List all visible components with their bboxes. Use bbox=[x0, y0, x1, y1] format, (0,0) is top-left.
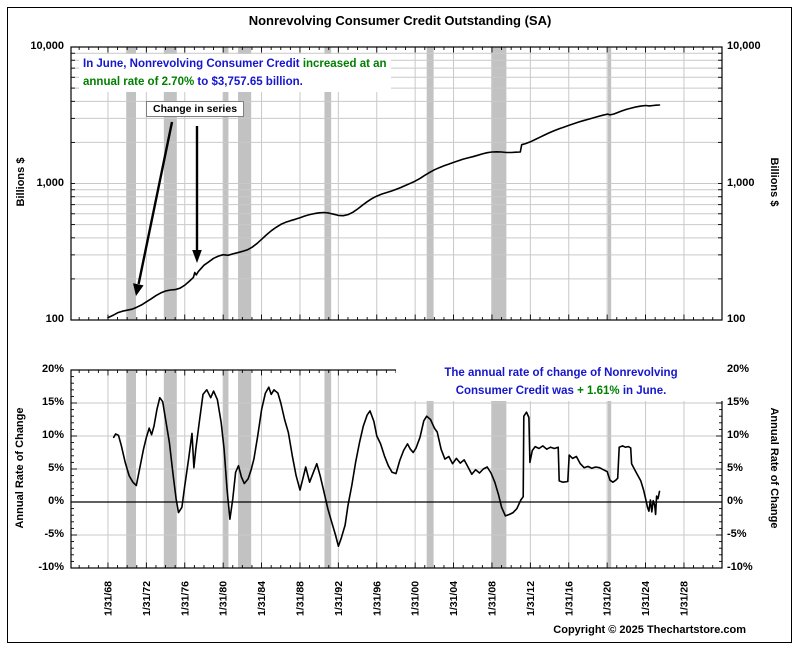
bottom-y-tick-label: 5% bbox=[48, 462, 64, 474]
x-tick-label: 1/31/92 bbox=[332, 580, 345, 616]
callout-arrow-2-head bbox=[192, 250, 202, 263]
annotation-segment: in June. bbox=[619, 385, 667, 397]
chart-title: Nonrevolving Consumer Credit Outstanding (SA) bbox=[248, 13, 552, 28]
top-y-tick-label: 1,000 bbox=[727, 176, 755, 189]
bottom-y-tick-label: 15% bbox=[727, 396, 750, 408]
top-axis-title-right: Billions $ bbox=[768, 157, 780, 207]
x-tick-label: 1/31/12 bbox=[524, 580, 537, 616]
bottom-y-tick-label: -10% bbox=[727, 561, 753, 573]
bottom-y-tick-label: 10% bbox=[727, 429, 750, 441]
top-y-tick-label: 100 bbox=[45, 313, 64, 325]
x-tick-label: 1/31/80 bbox=[217, 580, 230, 616]
annotation-line bbox=[83, 73, 387, 91]
rate-of-change-line bbox=[114, 387, 660, 546]
bottom-axis-title-left: Annual Rate of Change bbox=[14, 407, 26, 529]
change-in-series-callout: Change in series bbox=[146, 101, 244, 117]
x-tick-label: 1/31/16 bbox=[563, 580, 576, 616]
x-tick-label: 1/31/96 bbox=[371, 580, 384, 616]
bottom-y-tick-label: 0% bbox=[727, 495, 743, 507]
bottom-y-tick-label: 5% bbox=[727, 462, 743, 474]
annotation-line bbox=[83, 55, 387, 73]
annotation-segment: to $3,757.65 billion. bbox=[197, 76, 303, 88]
bottom-y-tick-label: -5% bbox=[44, 528, 64, 540]
x-tick-label: 1/31/04 bbox=[448, 580, 461, 616]
x-tick-label: 1/31/72 bbox=[140, 580, 153, 616]
bottom-axis-title-right: Annual Rate of Change bbox=[768, 407, 780, 529]
top-y-tick-label: 1,000 bbox=[36, 176, 64, 189]
x-tick-label: 1/31/76 bbox=[179, 580, 192, 616]
annotation-segment: + 1.61% bbox=[577, 385, 620, 397]
x-tick-label: 1/31/00 bbox=[409, 580, 422, 616]
annotation-segment: The annual rate of change of Nonrevolving bbox=[444, 367, 678, 379]
top-axis-title-left: Billions $ bbox=[15, 157, 27, 207]
bottom-y-tick-label: -10% bbox=[38, 561, 64, 573]
x-tick-label: 1/31/24 bbox=[640, 580, 653, 616]
annotation-segment: increased at an bbox=[302, 58, 387, 70]
bottom-y-tick-label: -5% bbox=[727, 528, 747, 540]
bottom-y-tick-label: 15% bbox=[41, 396, 64, 408]
top-annotation bbox=[79, 54, 391, 92]
bottom-y-tick-label: 0% bbox=[48, 495, 64, 507]
bottom-annotation bbox=[396, 363, 726, 401]
annotation-segment: annual rate of 2.70% bbox=[83, 76, 198, 88]
x-tick-label: 1/31/08 bbox=[486, 580, 499, 616]
x-tick-label: 1/31/20 bbox=[601, 580, 614, 616]
copyright-text: Copyright © 2025 Thechartstore.com bbox=[553, 624, 746, 636]
top-y-tick-label: 100 bbox=[727, 313, 746, 325]
x-tick-label: 1/31/88 bbox=[294, 580, 307, 616]
bottom-y-tick-label: 20% bbox=[41, 363, 64, 375]
annotation-line bbox=[400, 364, 722, 382]
annotation-line bbox=[400, 382, 722, 400]
annotation-segment: Consumer Credit was bbox=[455, 385, 578, 397]
annotation-segment: In June, Nonrevolving Consumer Credit bbox=[83, 58, 303, 70]
x-tick-label: 1/31/28 bbox=[678, 580, 691, 616]
top-y-tick-label: 10,000 bbox=[30, 40, 64, 52]
top-y-tick-label: 10,000 bbox=[727, 40, 761, 52]
bottom-y-tick-label: 20% bbox=[727, 363, 750, 375]
bottom-y-tick-label: 10% bbox=[41, 429, 64, 441]
x-tick-label: 1/31/84 bbox=[256, 580, 269, 616]
credit-outstanding-line bbox=[108, 105, 660, 318]
x-tick-label: 1/31/68 bbox=[102, 580, 115, 616]
